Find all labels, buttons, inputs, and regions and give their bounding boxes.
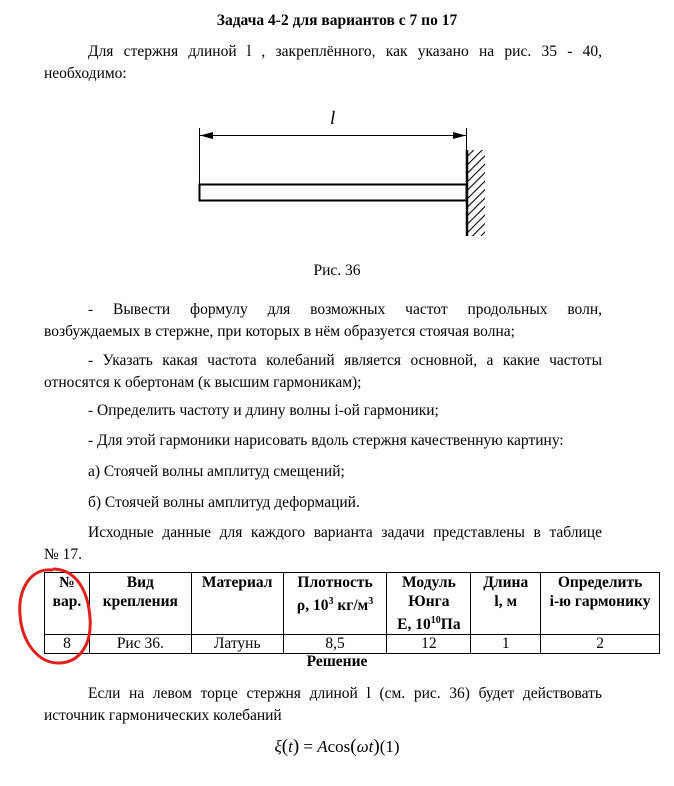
dimension-arrow-left	[200, 132, 213, 139]
table-header-row	[45, 573, 660, 635]
intro-line-2: необходимо:	[44, 65, 127, 82]
data-table	[44, 572, 660, 654]
header-modulus-line-2: Юнга	[408, 593, 450, 610]
table-intro-line-2: № 17.	[44, 546, 83, 563]
task-2-line-2: относятся к обертонам (к высшим гармоникам);	[44, 374, 362, 391]
cell-variant: 8	[45, 635, 90, 654]
header-variant-line-1: №	[59, 574, 75, 591]
task-1	[44, 299, 602, 343]
cell-harmonic: 2	[541, 635, 660, 654]
task-5: а) Стоячей волны амплитуд смещений;	[88, 463, 345, 480]
solution-line-2: источник гармонических колебаний	[44, 707, 282, 724]
header-length-line-2: l, м	[494, 593, 518, 610]
harmonic-header-text: i-ю гармонику	[549, 593, 651, 610]
density-unit-exp: 3	[328, 596, 334, 607]
header-length-line-1: Длина	[483, 574, 529, 591]
formula-t: t	[288, 737, 293, 756]
density-unit-base: ρ, 10	[296, 597, 329, 615]
header-harmonic-line-2	[543, 592, 657, 611]
intro-line-1: Для стержня длиной l , закреплённого, как указано на рис. 35 - 40,	[88, 43, 602, 60]
formula-amplitude: A	[317, 737, 328, 756]
task-1-line-1: - Вывести формулу для возможных частот продольных волн,	[88, 301, 602, 318]
formula-xi: ξ	[274, 737, 282, 756]
modulus-unit-base: E, 10	[397, 616, 431, 634]
wall-hatching	[468, 150, 485, 236]
modulus-unit-exp: 10	[430, 615, 441, 626]
cell-density: 8,5	[283, 635, 387, 654]
solution-line-1: Если на левом торце стержня длиной l (см. рис. 36) будет действовать	[88, 685, 602, 702]
page-title: Задача 4-2 для вариантов с 7 по 17	[216, 12, 458, 29]
table-intro-line-1: Исходные данные для каждого варианта задачи представлены в таблице	[88, 524, 602, 541]
cell-modulus: 12	[387, 635, 471, 654]
cell-length: 1	[471, 635, 541, 654]
header-mount-line-1: Вид	[126, 574, 154, 591]
task-6: б) Стоячей волны амплитуд деформаций.	[88, 494, 360, 511]
cell-material: Латунь	[191, 635, 283, 654]
header-material-line-1: Материал	[201, 574, 273, 591]
density-unit-text: кг/м	[333, 597, 369, 615]
task-1-line-2: возбуждаемых в стержне, при которых в нём образуется стоячая волна;	[44, 323, 515, 340]
header-modulus-line-3	[389, 611, 468, 634]
header-mount-line-2: крепления	[102, 593, 178, 610]
header-harmonic	[541, 573, 660, 635]
task-3: - Определить частоту и длину волны i-ой гармоники;	[88, 402, 439, 419]
header-mount	[89, 573, 191, 635]
table-intro	[44, 522, 602, 566]
header-length	[471, 573, 541, 635]
intro-paragraph	[44, 41, 602, 85]
header-modulus	[387, 573, 471, 635]
formula-cos: cos	[327, 737, 351, 756]
header-harmonic-line-1: Определить	[557, 574, 643, 591]
cell-mount: Рис 36.	[89, 635, 191, 654]
header-material	[191, 573, 283, 635]
table-row	[45, 635, 660, 654]
header-density-line-2	[286, 592, 385, 615]
solution-heading: Решение	[306, 653, 368, 670]
header-modulus-line-1: Модуль	[401, 574, 456, 591]
task-2	[44, 350, 602, 394]
header-density	[283, 573, 387, 635]
header-density-line-1: Плотность	[297, 574, 373, 591]
figure-caption: Рис. 36	[313, 262, 361, 279]
dimension-label: l	[330, 108, 336, 129]
task-4: - Для этой гармоники нарисовать вдоль стержня качественную картину:	[88, 432, 564, 449]
formula: ξ(t) = Acos(ωt)(1)	[274, 736, 400, 757]
task-2-line-1: - Указать какая частота колебаний является основной, а какие частоты	[88, 352, 602, 369]
formula-omega-t: ωt	[356, 737, 374, 756]
solution-paragraph	[44, 683, 602, 727]
modulus-unit-text: Па	[440, 616, 461, 634]
formula-number: (1)	[379, 737, 400, 756]
rod	[200, 185, 467, 201]
header-variant-line-2: вар.	[52, 593, 82, 610]
density-unit-exp2: 3	[368, 596, 374, 607]
dimension-arrow-right	[453, 132, 466, 139]
formula-equals: =	[299, 737, 318, 756]
